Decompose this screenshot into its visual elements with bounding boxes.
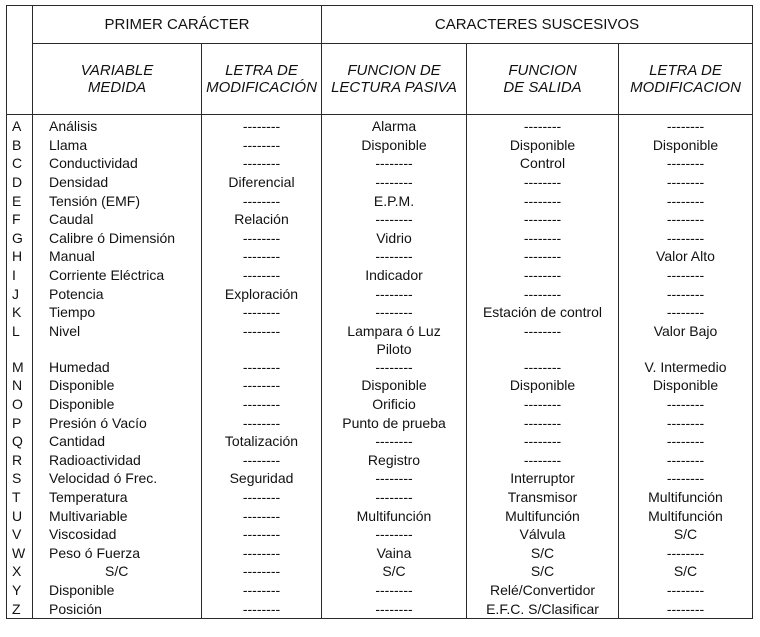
letter-cell: U <box>7 506 33 525</box>
letter-cell: I <box>7 266 33 285</box>
letra-modificacion-primer-cell: Totalización <box>202 432 322 451</box>
table-row <box>7 488 753 507</box>
lectura-pasiva-cell: Vidrio <box>322 229 467 248</box>
column-header-variable-medida: VARIABLE MEDIDA <box>33 44 202 115</box>
letra-modificacion-primer-cell: -------- <box>202 506 322 525</box>
lectura-pasiva-cell: Disponible <box>322 376 467 395</box>
lectura-pasiva-cell: -------- <box>322 358 467 377</box>
funcion-salida-cell: Válvula <box>467 525 619 544</box>
table-row <box>7 469 753 488</box>
letter-cell: A <box>7 115 33 136</box>
variable-medida-cell: Caudal <box>33 210 202 229</box>
letter-cell: R <box>7 451 33 470</box>
variable-medida-cell: Disponible <box>33 376 202 395</box>
lectura-pasiva-cell: -------- <box>322 599 467 618</box>
letra-modificacion-sucesivos-cell: -------- <box>619 266 753 285</box>
funcion-salida-cell: -------- <box>467 451 619 470</box>
lectura-pasiva-cell: Indicador <box>322 266 467 285</box>
lectura-pasiva-cell: -------- <box>322 247 467 266</box>
cell-line: Piloto <box>376 340 412 357</box>
lectura-pasiva-cell: -------- <box>322 284 467 303</box>
variable-medida-cell: Disponible <box>33 395 202 414</box>
letra-modificacion-primer-cell: -------- <box>202 115 322 136</box>
funcion-salida-cell: Control <box>467 154 619 173</box>
lectura-pasiva-cell: Registro <box>322 451 467 470</box>
letra-modificacion-sucesivos-cell: S/C <box>619 562 753 581</box>
funcion-salida-cell: -------- <box>467 173 619 192</box>
table-row <box>7 376 753 395</box>
group-header-caracteres-sucesivos: CARACTERES SUSCESIVOS <box>322 6 753 44</box>
letra-modificacion-primer-cell: -------- <box>202 247 322 266</box>
funcion-salida-cell: -------- <box>467 413 619 432</box>
letter-cell: K <box>7 303 33 322</box>
letra-modificacion-primer-cell: -------- <box>202 266 322 285</box>
column-header-funcion-lectura-pasiva: FUNCION DE LECTURA PASIVA <box>322 44 467 115</box>
funcion-salida-cell: Relé/Convertidor <box>467 581 619 600</box>
column-header-funcion-salida: FUNCION DE SALIDA <box>467 44 619 115</box>
letra-modificacion-primer-cell: Relación <box>202 210 322 229</box>
letra-modificacion-sucesivos-cell: -------- <box>619 191 753 210</box>
isa-identification-letters-table <box>6 5 753 619</box>
table-row <box>7 413 753 432</box>
funcion-salida-cell: Interruptor <box>467 469 619 488</box>
group-header-row <box>7 6 753 44</box>
letter-cell: H <box>7 247 33 266</box>
letra-modificacion-sucesivos-cell: Disponible <box>619 136 753 155</box>
lectura-pasiva-cell: Vaina <box>322 543 467 562</box>
variable-medida-cell: Calibre ó Dimensión <box>33 229 202 248</box>
lectura-pasiva-cell <box>322 322 467 358</box>
variable-medida-cell: Tensión (EMF) <box>33 191 202 210</box>
table-row <box>7 247 753 266</box>
letra-modificacion-primer-cell: -------- <box>202 358 322 377</box>
letra-modificacion-sucesivos-cell: -------- <box>619 543 753 562</box>
table-row <box>7 581 753 600</box>
letter-cell: G <box>7 229 33 248</box>
letter-cell: C <box>7 154 33 173</box>
funcion-salida-cell: Transmisor <box>467 488 619 507</box>
letra-modificacion-sucesivos-cell: Valor Alto <box>619 247 753 266</box>
funcion-salida-cell: -------- <box>467 191 619 210</box>
table-row <box>7 154 753 173</box>
variable-medida-cell: Nivel <box>33 322 202 358</box>
letra-modificacion-primer-cell: -------- <box>202 543 322 562</box>
lectura-pasiva-cell: Punto de prueba <box>322 413 467 432</box>
letra-modificacion-sucesivos-cell: -------- <box>619 451 753 470</box>
funcion-salida-cell: Estación de control <box>467 303 619 322</box>
letter-cell: T <box>7 488 33 507</box>
lectura-pasiva-cell: Orificio <box>322 395 467 414</box>
lectura-pasiva-cell: -------- <box>322 303 467 322</box>
letra-modificacion-sucesivos-cell: -------- <box>619 469 753 488</box>
table-row <box>7 562 753 581</box>
table-row <box>7 432 753 451</box>
lectura-pasiva-cell: Alarma <box>322 115 467 136</box>
letra-modificacion-sucesivos-cell: Valor Bajo <box>619 322 753 358</box>
letra-modificacion-primer-cell: Exploración <box>202 284 322 303</box>
letra-modificacion-sucesivos-cell: S/C <box>619 525 753 544</box>
letra-modificacion-primer-cell: -------- <box>202 525 322 544</box>
funcion-salida-cell: -------- <box>467 210 619 229</box>
letter-cell: X <box>7 562 33 581</box>
letra-modificacion-sucesivos-cell: -------- <box>619 432 753 451</box>
table-row <box>7 229 753 248</box>
table-row <box>7 322 753 358</box>
letra-modificacion-sucesivos-cell: -------- <box>619 154 753 173</box>
letra-modificacion-primer-cell: -------- <box>202 154 322 173</box>
letra-modificacion-sucesivos-cell: -------- <box>619 395 753 414</box>
variable-medida-cell: Radioactividad <box>33 451 202 470</box>
variable-medida-cell: Multivariable <box>33 506 202 525</box>
lectura-pasiva-cell: -------- <box>322 525 467 544</box>
funcion-salida-cell: -------- <box>467 115 619 136</box>
letter-cell: L <box>7 322 33 358</box>
table-row <box>7 525 753 544</box>
lectura-pasiva-cell: -------- <box>322 432 467 451</box>
lectura-pasiva-cell: Multifunción <box>322 506 467 525</box>
variable-medida-cell: Densidad <box>33 173 202 192</box>
variable-medida-cell: Velocidad ó Frec. <box>33 469 202 488</box>
table-row <box>7 395 753 414</box>
letra-modificacion-sucesivos-cell: Disponible <box>619 376 753 395</box>
funcion-salida-cell: -------- <box>467 395 619 414</box>
column-header-letra-modificacion-sucesivos: LETRA DE MODIFICACION <box>619 44 753 115</box>
table-row <box>7 266 753 285</box>
letra-modificacion-sucesivos-cell: -------- <box>619 284 753 303</box>
letra-modificacion-sucesivos-cell: -------- <box>619 303 753 322</box>
letra-modificacion-primer-cell: -------- <box>202 581 322 600</box>
letra-modificacion-primer-cell: Seguridad <box>202 469 322 488</box>
lectura-pasiva-cell: S/C <box>322 562 467 581</box>
letra-modificacion-primer-cell: -------- <box>202 562 322 581</box>
letra-modificacion-sucesivos-cell: -------- <box>619 599 753 618</box>
variable-medida-cell: Peso ó Fuerza <box>33 543 202 562</box>
funcion-salida-cell: -------- <box>467 322 619 358</box>
letra-modificacion-sucesivos-cell: V. Intermedio <box>619 358 753 377</box>
letter-cell: W <box>7 543 33 562</box>
table-row <box>7 543 753 562</box>
funcion-salida-cell: Disponible <box>467 376 619 395</box>
letra-modificacion-primer-cell: -------- <box>202 599 322 618</box>
funcion-salida-cell: -------- <box>467 266 619 285</box>
variable-medida-cell: Viscosidad <box>33 525 202 544</box>
variable-medida-cell: Presión ó Vacío <box>33 413 202 432</box>
column-header-row <box>7 44 753 115</box>
variable-medida-cell: Tiempo <box>33 303 202 322</box>
letra-modificacion-sucesivos-cell: -------- <box>619 581 753 600</box>
variable-medida-cell: S/C <box>33 562 202 581</box>
letter-cell: V <box>7 525 33 544</box>
letra-modificacion-primer-cell: -------- <box>202 229 322 248</box>
letter-cell: N <box>7 376 33 395</box>
letra-modificacion-sucesivos-cell: -------- <box>619 115 753 136</box>
letra-modificacion-sucesivos-cell: -------- <box>619 413 753 432</box>
letter-cell: P <box>7 413 33 432</box>
variable-medida-cell: Posición <box>33 599 202 618</box>
lectura-pasiva-cell: -------- <box>322 154 467 173</box>
funcion-salida-cell: Multifunción <box>467 506 619 525</box>
letter-cell: Y <box>7 581 33 600</box>
variable-medida-cell: Disponible <box>33 581 202 600</box>
letra-modificacion-sucesivos-cell: Multifunción <box>619 506 753 525</box>
variable-medida-cell: Manual <box>33 247 202 266</box>
letra-modificacion-primer-cell: -------- <box>202 136 322 155</box>
letra-modificacion-primer-cell: -------- <box>202 303 322 322</box>
variable-medida-cell: Llama <box>33 136 202 155</box>
lectura-pasiva-cell: -------- <box>322 469 467 488</box>
letter-cell: F <box>7 210 33 229</box>
funcion-salida-cell: -------- <box>467 432 619 451</box>
lectura-pasiva-cell: Disponible <box>322 136 467 155</box>
funcion-salida-cell: -------- <box>467 284 619 303</box>
letra-modificacion-primer-cell: -------- <box>202 488 322 507</box>
variable-medida-cell: Potencia <box>33 284 202 303</box>
letter-cell: J <box>7 284 33 303</box>
letter-cell: S <box>7 469 33 488</box>
column-header-letra-modificacion-primer: LETRA DE MODIFICACIÓN <box>202 44 322 115</box>
lectura-pasiva-cell: -------- <box>322 210 467 229</box>
cell-line: Lampara ó Luz <box>347 322 441 339</box>
funcion-salida-cell: S/C <box>467 562 619 581</box>
letter-cell: O <box>7 395 33 414</box>
table-row <box>7 599 753 618</box>
letra-modificacion-primer-cell: -------- <box>202 191 322 210</box>
table-row <box>7 358 753 377</box>
letter-cell: D <box>7 173 33 192</box>
variable-medida-cell: Corriente Eléctrica <box>33 266 202 285</box>
lectura-pasiva-cell: E.P.M. <box>322 191 467 210</box>
letra-modificacion-sucesivos-cell: -------- <box>619 229 753 248</box>
table-row <box>7 210 753 229</box>
letra-modificacion-primer-cell: Diferencial <box>202 173 322 192</box>
table-row <box>7 303 753 322</box>
letra-modificacion-primer-cell: -------- <box>202 451 322 470</box>
group-header-primer-caracter: PRIMER CARÁCTER <box>33 6 322 44</box>
funcion-salida-cell: Disponible <box>467 136 619 155</box>
letter-cell: Q <box>7 432 33 451</box>
letra-modificacion-primer-cell: -------- <box>202 395 322 414</box>
letter-cell: B <box>7 136 33 155</box>
funcion-salida-cell: -------- <box>467 229 619 248</box>
lectura-pasiva-cell: -------- <box>322 488 467 507</box>
table-row <box>7 284 753 303</box>
lectura-pasiva-cell: -------- <box>322 581 467 600</box>
letra-modificacion-primer-cell: -------- <box>202 413 322 432</box>
table-row <box>7 191 753 210</box>
letra-modificacion-primer-cell: -------- <box>202 376 322 395</box>
table-row <box>7 136 753 155</box>
letra-modificacion-sucesivos-cell: Multifunción <box>619 488 753 507</box>
funcion-salida-cell: -------- <box>467 247 619 266</box>
funcion-salida-cell: E.F.C. S/Clasificar <box>467 599 619 618</box>
variable-medida-cell: Humedad <box>33 358 202 377</box>
table-row <box>7 506 753 525</box>
table-row <box>7 173 753 192</box>
variable-medida-cell: Cantidad <box>33 432 202 451</box>
funcion-salida-cell: S/C <box>467 543 619 562</box>
letter-cell: M <box>7 358 33 377</box>
letter-cell: Z <box>7 599 33 618</box>
letra-modificacion-primer-cell: -------- <box>202 322 322 358</box>
letra-modificacion-sucesivos-cell: -------- <box>619 173 753 192</box>
variable-medida-cell: Análisis <box>33 115 202 136</box>
variable-medida-cell: Conductividad <box>33 154 202 173</box>
letra-modificacion-sucesivos-cell: -------- <box>619 210 753 229</box>
letter-cell: E <box>7 191 33 210</box>
table-row <box>7 115 753 136</box>
table-row <box>7 451 753 470</box>
lectura-pasiva-cell: -------- <box>322 173 467 192</box>
variable-medida-cell: Temperatura <box>33 488 202 507</box>
corner-cell <box>7 6 33 115</box>
funcion-salida-cell: -------- <box>467 358 619 377</box>
